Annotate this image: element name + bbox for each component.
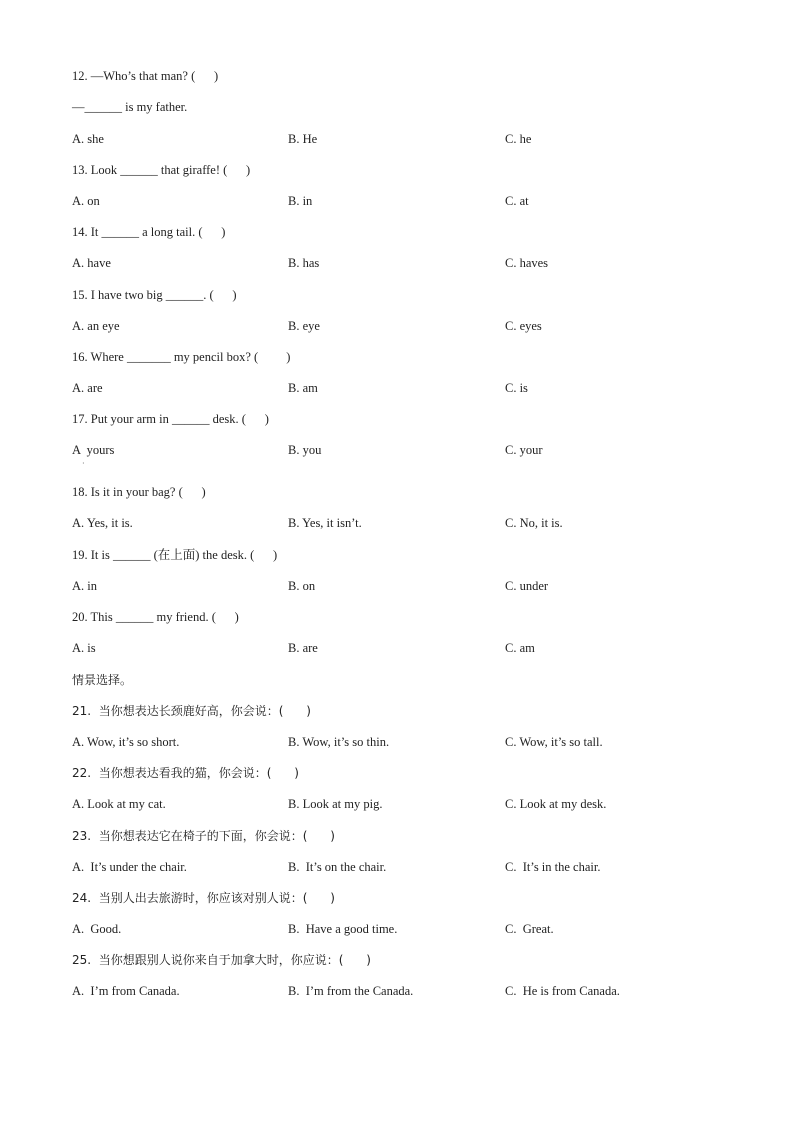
question-25: 25. 当你想跟别人说你来自于加拿大时，你应说：( ) [72,953,371,967]
q15-option-a: A. an eye [72,319,120,333]
section-heading: 情景选择。 [72,673,133,687]
q24-option-a: A. Good. [72,922,122,936]
q25-option-b: B. I’m from the Canada. [288,984,414,998]
question-17: 17. Put your arm in ______ desk. ( ) [72,412,269,426]
q20-option-c: C. am [505,641,535,655]
question-14: 14. It ______ a long tail. ( ) [72,225,226,239]
question-15: 15. I have two big ______. ( ) [72,288,237,302]
q22-option-a: A. Look at my cat. [72,797,166,811]
question-24: 24. 当别人出去旅游时，你应该对别人说：( ) [72,891,335,905]
q19-option-c: C. under [505,579,549,593]
q23-option-a: A. It’s under the chair. [72,860,187,874]
question-12-answer-line: —______ is my father. [72,100,188,114]
q16-option-c: C. is [505,381,528,395]
q17-option-c: C. your [505,443,543,457]
question-23: 23. 当你想表达它在椅子的下面，你会说：( ) [72,829,335,843]
q13-option-a: A. on [72,194,100,208]
q20-option-a: A. is [72,641,96,655]
q23-option-c: C. It’s in the chair. [505,860,601,874]
q22-option-b: B. Look at my pig. [288,797,383,811]
q13-option-b: B. in [288,194,313,208]
q22-option-c: C. Look at my desk. [505,797,607,811]
q23-option-b: B. It’s on the chair. [288,860,387,874]
question-13: 13. Look ______ that giraffe! ( ) [72,163,251,177]
q15-option-c: C. eyes [505,319,542,333]
question-16: 16. Where _______ my pencil box? ( ) [72,350,291,364]
question-19: 19. It is ______ (在上面) the desk. ( ) [72,548,278,562]
q12-option-b: B. He [288,132,318,146]
q17-option-a: A yours [72,443,115,457]
q14-option-a: A. have [72,256,111,270]
q19-option-b: B. on [288,579,316,593]
q21-option-a: A. Wow, it’s so short. [72,735,180,749]
q20-option-b: B. are [288,641,318,655]
q21-option-c: C. Wow, it’s so tall. [505,735,603,749]
q12-option-a: A. she [72,132,104,146]
q13-option-c: C. at [505,194,529,208]
q25-option-a: A. I’m from Canada. [72,984,180,998]
q17-option-b: B. you [288,443,322,457]
q18-option-a: A. Yes, it is. [72,516,133,530]
q15-option-b: B. eye [288,319,320,333]
q24-option-c: C. Great. [505,922,554,936]
q19-option-a: A. in [72,579,97,593]
question-12: 12. —Who’s that man? ( ) [72,69,219,83]
question-21: 21. 当你想表达长颈鹿好高，你会说：( ) [72,704,311,718]
q14-option-b: B. has [288,256,320,270]
q24-option-b: B. Have a good time. [288,922,398,936]
q16-option-a: A. are [72,381,103,395]
q14-option-c: C. haves [505,256,549,270]
q25-option-c: C. He is from Canada. [505,984,620,998]
q16-option-b: B. am [288,381,318,395]
q18-option-c: C. No, it is. [505,516,563,530]
question-22: 22. 当你想表达看我的猫，你会说：( ) [72,766,299,780]
q18-option-b: B. Yes, it isn’t. [288,516,362,530]
question-18: 18. Is it in your bag? ( ) [72,485,206,499]
q12-option-c: C. he [505,132,532,146]
question-20: 20. This ______ my friend. ( ) [72,610,239,624]
stray-dot-mark: · [82,459,85,468]
q21-option-b: B. Wow, it’s so thin. [288,735,390,749]
